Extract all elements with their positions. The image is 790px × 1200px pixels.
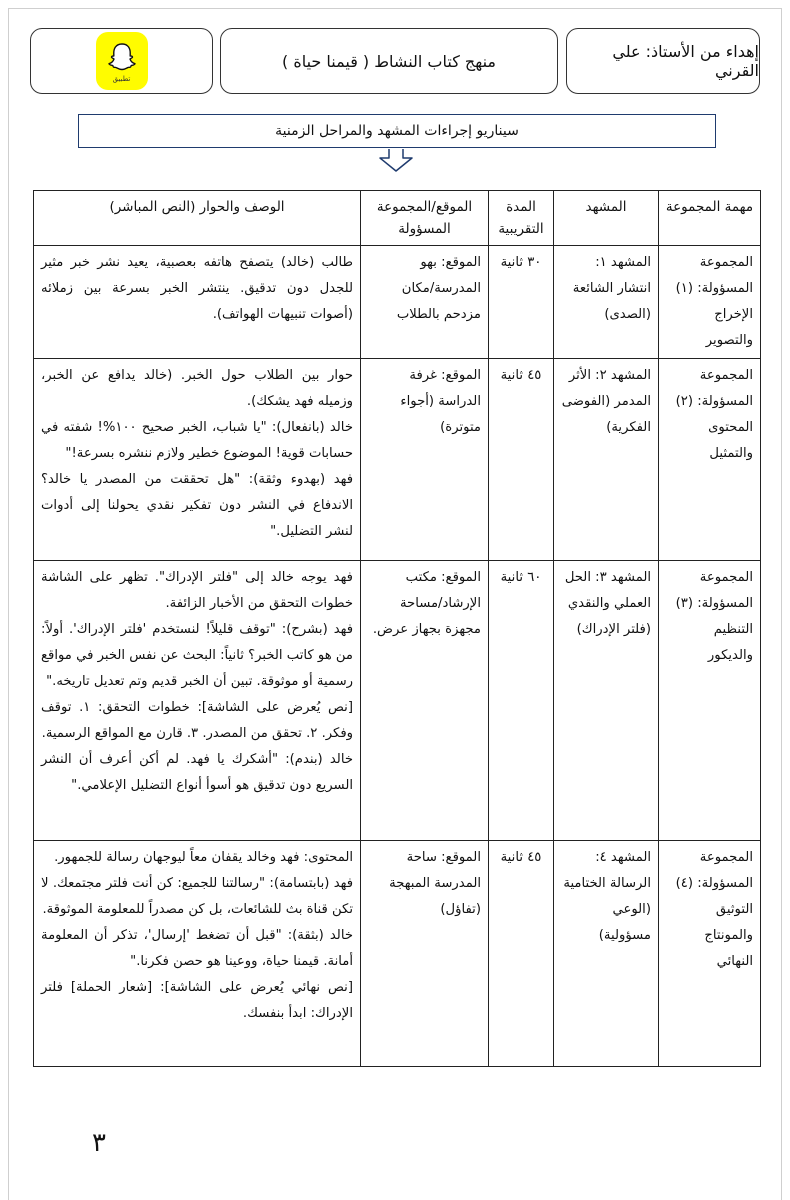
header-task: مهمة المجموعة xyxy=(659,191,761,246)
cell-location: الموقع: مكتب الإرشاد/مساحة مجهزة بجهاز عرض. xyxy=(361,561,489,841)
logo-caption: تطبيق xyxy=(112,74,131,83)
table-row xyxy=(34,246,761,359)
cell-scene: المشهد ٢: الأثر المدمر (الفوضى الفكرية) xyxy=(554,359,659,561)
book-title: منهج كتاب النشاط ( قيمنا حياة ) xyxy=(282,51,496,71)
cell-location: الموقع: بهو المدرسة/مكان مزدحم بالطلاب xyxy=(361,246,489,359)
cell-scene: المشهد ٣: الحل العملي والنقدي (فلتر الإدراك) xyxy=(554,561,659,841)
scenario-banner-text: سيناريو إجراءات المشهد والمراحل الزمنية xyxy=(275,123,519,139)
description-line: المحتوى: فهد وخالد يقفان معاً ليوجهان رسالة للجمهور. xyxy=(54,850,353,865)
cell-location: الموقع: ساحة المدرسة المبهجة (تفاؤل) xyxy=(361,841,489,1067)
cell-description xyxy=(34,841,361,1067)
down-arrow-icon xyxy=(378,148,414,172)
scenario-banner xyxy=(78,114,716,148)
cell-scene: المشهد ٤: الرسالة الختامية (الوعي مسؤولية) xyxy=(554,841,659,1067)
header-location: الموقع/المجموعة المسؤولة xyxy=(361,191,489,246)
cell-location: الموقع: غرفة الدراسة (أجواء متوترة) xyxy=(361,359,489,561)
snapchat-logo xyxy=(96,32,148,90)
table-row xyxy=(34,359,761,561)
cell-duration: ٤٥ ثانية xyxy=(489,359,554,561)
scenario-table xyxy=(33,190,761,1067)
description-line: خالد (بثقة): "قبل أن تضغط 'إرسال'، تذكر أن المعلومة أمانة. قيمنا حياة، ووعينا هو حصن فكرنا." xyxy=(41,928,353,969)
cell-description xyxy=(34,246,361,359)
cell-duration: ٣٠ ثانية xyxy=(489,246,554,359)
cell-scene: المشهد ١: انتشار الشائعة (الصدى) xyxy=(554,246,659,359)
description-line: خالد (بانفعال): "يا شباب، الخبر صحيح ١٠٠%! شفته في حسابات قوية! الموضوع خطير ولازم ننشره بسرعة!" xyxy=(41,420,353,461)
cell-task: المجموعة المسؤولة: (٤) التوثيق والمونتاج النهائي xyxy=(659,841,761,1067)
cell-task: المجموعة المسؤولة: (٢) المحتوى والتمثيل xyxy=(659,359,761,561)
table-row xyxy=(34,561,761,841)
description-line: طالب (خالد) يتصفح هاتفه بعصبية، يعيد نشر خبر مثير للجدل دون تدقيق. ينتشر الخبر بسرعة بين زملائه (أصوات تنبيهات الهواتف). xyxy=(41,255,353,322)
description-line: خالد (بندم): "أشكرك يا فهد. لم أكن أعرف أن النشر السريع دون تدقيق هو أسوأ أنواع التضليل الإعلامي." xyxy=(41,752,353,793)
cell-task: المجموعة المسؤولة: (٣) التنظيم والديكور xyxy=(659,561,761,841)
header-description: الوصف والحوار (النص المباشر) xyxy=(34,191,361,246)
teacher-credit-box xyxy=(566,28,760,94)
teacher-credit: إهداء من الأستاذ: علي القرني xyxy=(612,42,759,80)
snapchat-ghost-icon xyxy=(105,40,139,74)
cell-duration: ٤٥ ثانية xyxy=(489,841,554,1067)
header-scene: المشهد xyxy=(554,191,659,246)
book-title-box xyxy=(220,28,558,94)
table-row xyxy=(34,841,761,1067)
page-number: ٣ xyxy=(92,1128,106,1158)
description-line: [نص يُعرض على الشاشة]: خطوات التحقق: ١. توقف وفكر. ٢. تحقق من المصدر. ٣. قارن مع المواقع الرسمية. xyxy=(41,700,354,741)
cell-task: المجموعة المسؤولة: (١) الإخراج والتصوير xyxy=(659,246,761,359)
description-line: [نص نهائي يُعرض على الشاشة]: [شعار الحملة] فلتر الإدراك: ابدأ بنفسك. xyxy=(41,980,353,1021)
description-line: فهد يوجه خالد إلى "فلتر الإدراك". تظهر على الشاشة خطوات التحقق من الأخبار الزائفة. xyxy=(41,570,353,611)
cell-description xyxy=(34,359,361,561)
table-header-row xyxy=(34,191,761,246)
header-duration: المدة التقريبية xyxy=(489,191,554,246)
cell-duration: ٦٠ ثانية xyxy=(489,561,554,841)
cell-description xyxy=(34,561,361,841)
description-line: فهد (بشرح): "توقف قليلاً! لنستخدم 'فلتر الإدراك'. أولاً: من هو كاتب الخبر؟ ثانياً: البحث عن نفس الخبر في مواقع رسمية أو موثوقة. تبين أن الخبر قديم وتم تعديل تاريخه." xyxy=(41,622,353,689)
description-line: حوار بين الطلاب حول الخبر. (خالد يدافع عن الخبر، وزميله فهد يشكك). xyxy=(41,368,353,409)
description-line: فهد (بهدوء وثقة): "هل تحققت من المصدر يا خالد؟ الاندفاع في النشر دون تفكير نقدي يحولنا إلى أدوات لنشر التضليل." xyxy=(41,472,353,539)
description-line: فهد (بابتسامة): "رسالتنا للجميع: كن أنت فلتر مجتمعك. لا تكن قناة بث للشائعات، بل كن مصدراً للمعلومة الموثوقة. xyxy=(41,876,353,917)
logo-box xyxy=(30,28,213,94)
